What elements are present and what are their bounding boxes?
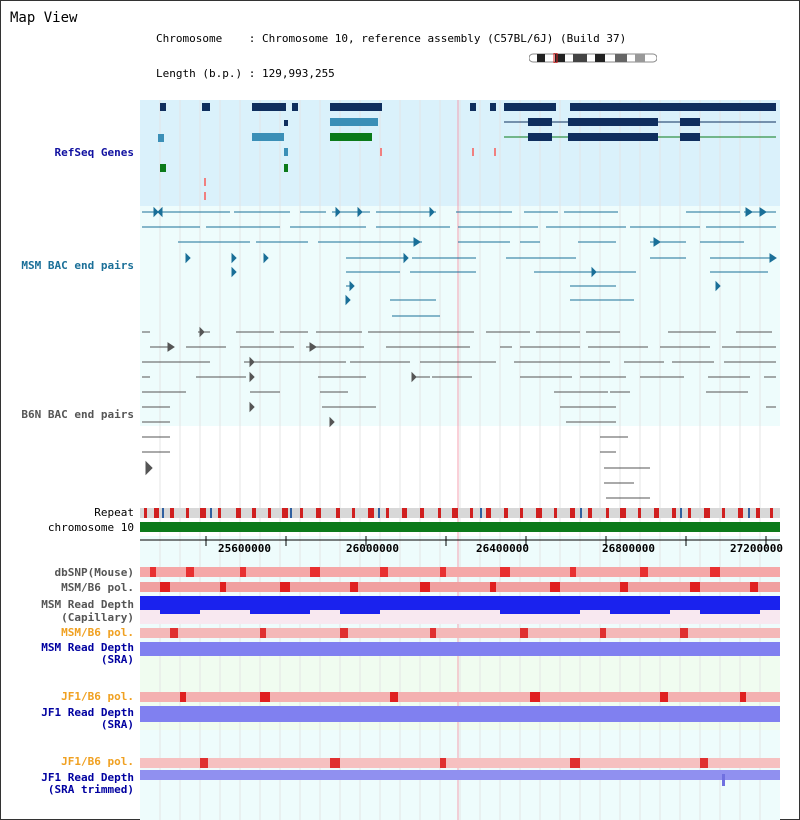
tick-26400000: 26400000 bbox=[476, 542, 529, 555]
tick-26800000: 26800000 bbox=[602, 542, 655, 555]
jf1-b6-pol-track bbox=[140, 692, 780, 702]
length-line: Length (b.p.) : 129,993,255 bbox=[156, 66, 335, 80]
msm-read-depth-capillary-label[interactable]: MSM Read Depth bbox=[41, 598, 134, 611]
chromosome-bar bbox=[140, 522, 780, 532]
jf1-read-depth-trimmed bbox=[140, 770, 780, 780]
jf1-read-depth-sra bbox=[140, 706, 780, 722]
jf1-b6-pol-2-label[interactable]: JF1/B6 pol. bbox=[61, 755, 134, 768]
msm-read-depth-sra-label[interactable]: MSM Read Depth bbox=[41, 641, 134, 654]
b6n-bac-label[interactable]: B6N BAC end pairs bbox=[21, 408, 134, 421]
jf1-read-depth-sra-sub: (SRA) bbox=[100, 718, 134, 731]
jf1-read-depth-trimmed-sub: (SRA trimmed) bbox=[47, 783, 134, 796]
msm-b6-pol-track bbox=[140, 582, 780, 592]
msm-read-depth-capillary bbox=[140, 596, 780, 610]
refseq-genes-label[interactable]: RefSeq Genes bbox=[54, 146, 134, 159]
chromosome-line: Chromosome : Chromosome 10, reference assembly (C57BL/6J) (Build 37) bbox=[156, 32, 627, 45]
msm-b6-pol-label[interactable]: MSM/B6 pol. bbox=[61, 581, 134, 594]
chromosome-ideogram[interactable] bbox=[529, 53, 657, 63]
tick-25600000: 25600000 bbox=[218, 542, 271, 555]
page-title: Map View bbox=[10, 10, 78, 26]
msm-read-depth-capillary-sub: (Capillary) bbox=[61, 611, 134, 624]
jf1-read-depth-trimmed-label[interactable]: JF1 Read Depth bbox=[41, 771, 134, 784]
repeat-track bbox=[140, 508, 780, 518]
jf1-b6-pol-2-track bbox=[140, 758, 780, 768]
jf1-read-depth-sra-label[interactable]: JF1 Read Depth bbox=[41, 706, 134, 719]
dbsnp-label[interactable]: dbSNP(Mouse) bbox=[54, 566, 134, 579]
tick-26000000: 26000000 bbox=[346, 542, 399, 555]
genome-panel bbox=[140, 100, 780, 820]
dbsnp-track bbox=[140, 567, 780, 577]
chromosome-label: chromosome 10 bbox=[47, 521, 134, 534]
jf1-b6-pol-label[interactable]: JF1/B6 pol. bbox=[61, 690, 134, 703]
msm-read-depth-sra bbox=[140, 642, 780, 656]
repeat-label: Repeat bbox=[94, 506, 134, 519]
msm-read-depth-sra-sub: (SRA) bbox=[100, 653, 134, 666]
tick-27200000: 27200000 bbox=[730, 542, 783, 555]
msm-b6-pol-2-label[interactable]: MSM/B6 pol. bbox=[61, 626, 134, 639]
msm-bac-label[interactable]: MSM BAC end pairs bbox=[21, 259, 134, 272]
